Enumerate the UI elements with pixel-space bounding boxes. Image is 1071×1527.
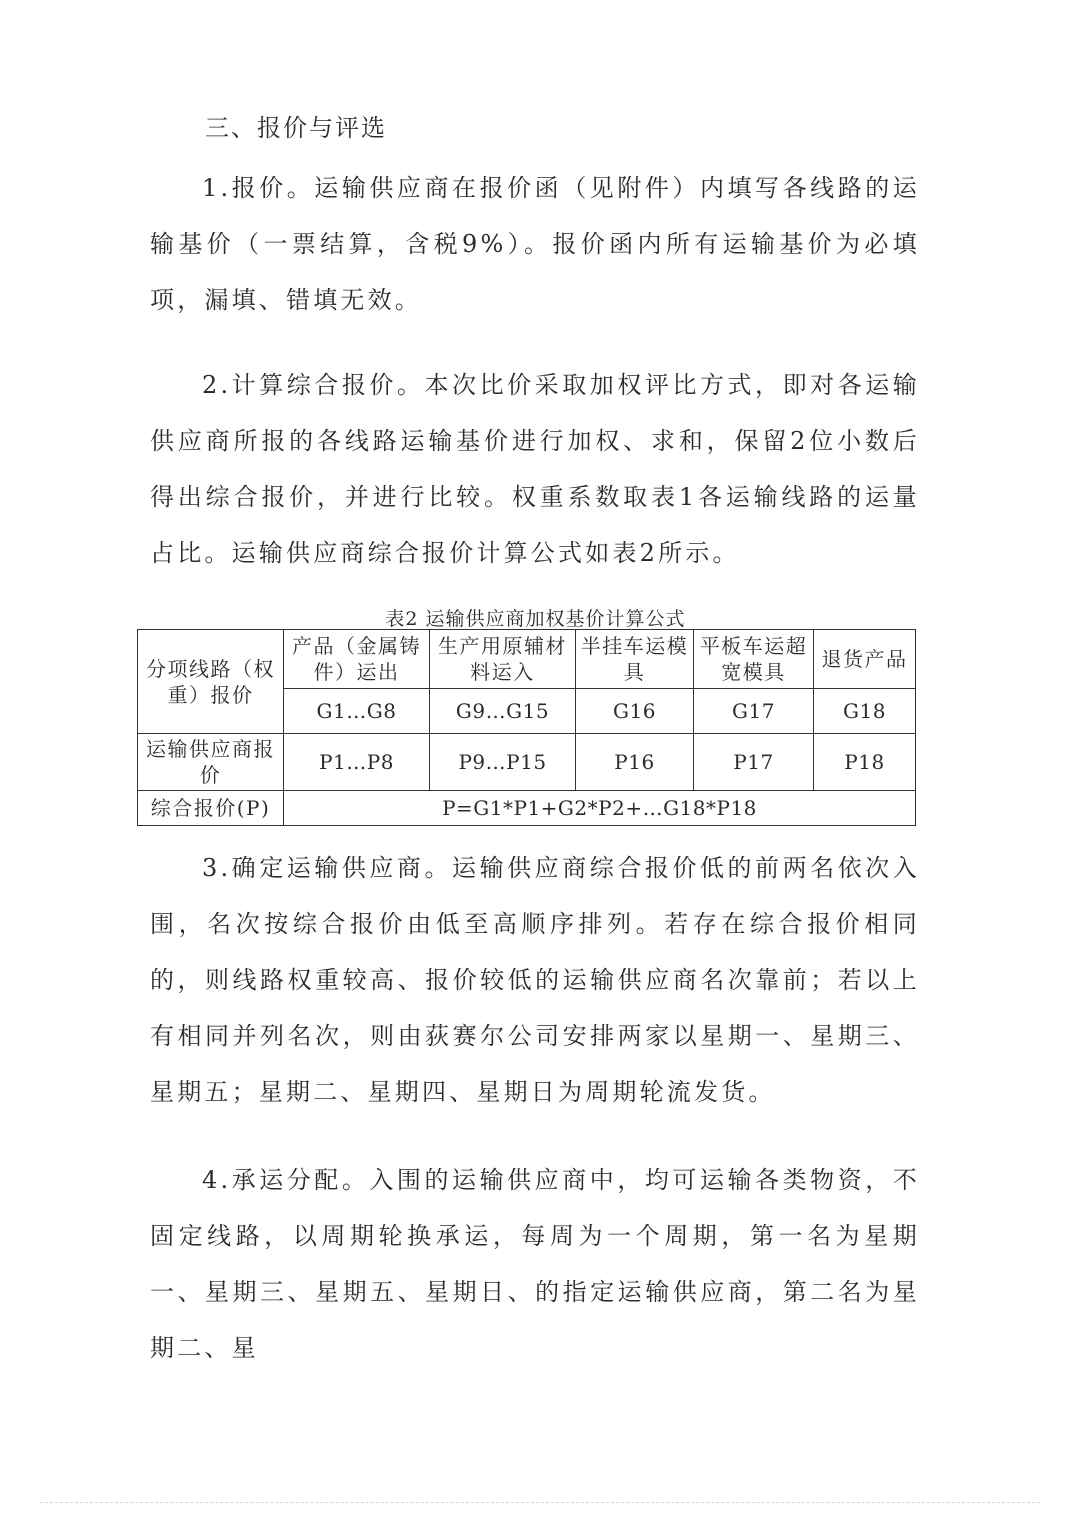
total-label-cell: 综合报价(P) <box>138 791 284 826</box>
table-header-cell: 产品（金属铸件）运出 <box>284 630 430 689</box>
weight-cell: G16 <box>576 689 694 734</box>
quote-label-cell: 运输供应商报价 <box>138 734 284 791</box>
table-header-cell: 退货产品 <box>814 630 916 689</box>
quote-cell: P17 <box>694 734 814 791</box>
quote-cell: P9…P15 <box>430 734 576 791</box>
weight-cell: G18 <box>814 689 916 734</box>
quote-cell: P18 <box>814 734 916 791</box>
paragraph-allocation: 4.承运分配。入围的运输供应商中，均可运输各类物资，不固定线路，以周期轮换承运，每周为一个周期，第一名为星期一、星期三、星期五、星期日、的指定运输供应商，第二名为星期二、星 <box>150 1166 920 1362</box>
table-header-cell: 半挂车运模具 <box>576 630 694 689</box>
paragraph-determine-supplier: 3.确定运输供应商。运输供应商综合报价低的前两名依次入围，名次按综合报价由低至高顺序排列。若存在综合报价相同的，则线路权重较高、报价较低的运输供应商名次靠前；若以上有相同并列名次，则由荻赛尔公司安排两家以星期一、星期三、星期五；星期二、星期四、星期日为周期轮流发货。 <box>150 854 920 1106</box>
quote-cell: P1…P8 <box>284 734 430 791</box>
table-corner-cell: 分项线路（权重）报价 <box>138 630 284 734</box>
formula-cell: P=G1*P1+G2*P2+…G18*P18 <box>284 791 916 826</box>
formula-table <box>137 629 916 826</box>
table-header-cell: 生产用原辅材料运入 <box>430 630 576 689</box>
quote-cell: P16 <box>576 734 694 791</box>
page-bottom-divider <box>40 1502 1040 1503</box>
section-heading: 三、报价与评选 <box>205 114 387 142</box>
weight-cell: G9…G15 <box>430 689 576 734</box>
table-caption: 表2 运输供应商加权基价计算公式 <box>385 608 686 630</box>
weight-cell: G17 <box>694 689 814 734</box>
table-header-cell: 平板车运超宽模具 <box>694 630 814 689</box>
paragraph-composite-price: 2.计算综合报价。本次比价采取加权评比方式，即对各运输供应商所报的各线路运输基价进行加权、求和，保留2位小数后得出综合报价，并进行比较。权重系数取表1各运输线路的运量占比。运输供应商综合报价计算公式如表2所示。 <box>150 371 920 567</box>
weight-cell: G1…G8 <box>284 689 430 734</box>
paragraph-quotation: 1.报价。运输供应商在报价函（见附件）内填写各线路的运输基价（一票结算，含税9%）。报价函内所有运输基价为必填项，漏填、错填无效。 <box>150 174 920 314</box>
